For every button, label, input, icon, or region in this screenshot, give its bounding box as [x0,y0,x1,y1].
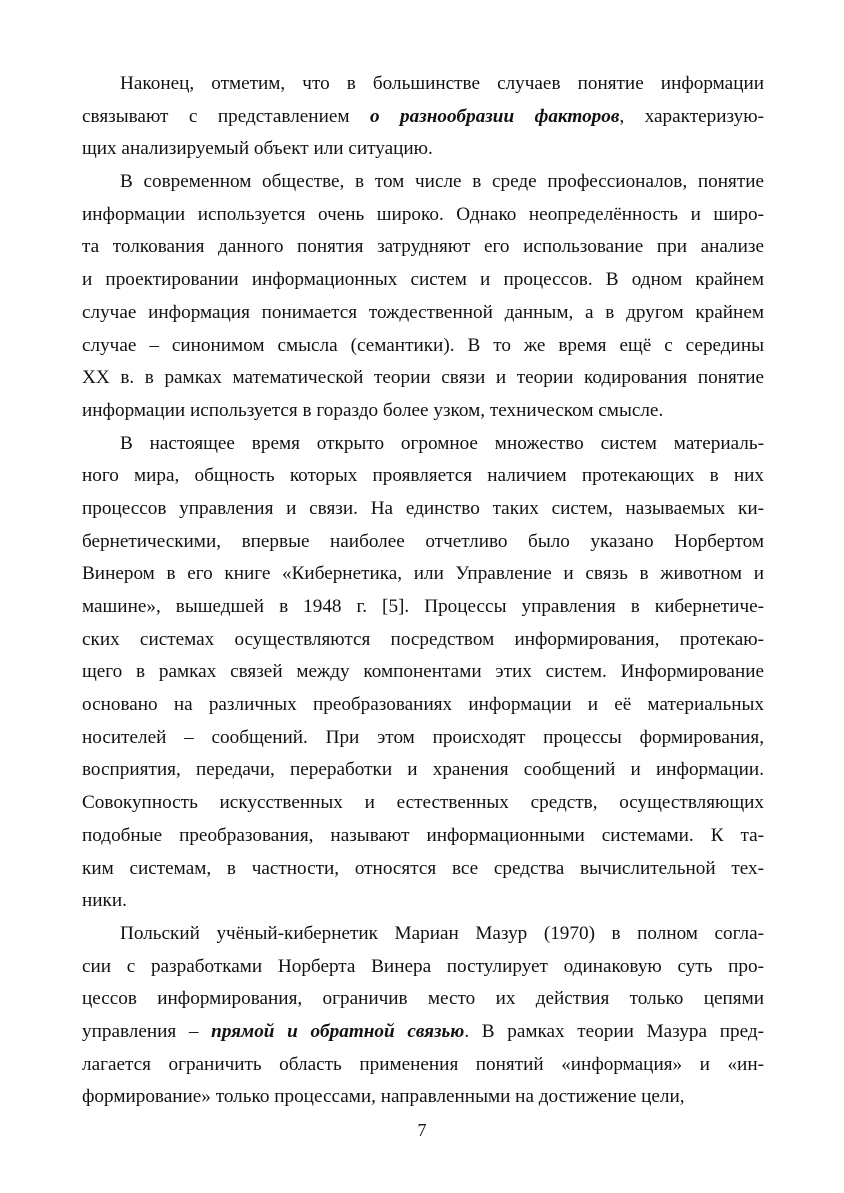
text-run: подобные преобразования, называют информационными системами. К та- [82,824,764,846]
text-run: Совокупность искусственных и естественных средств, осуществляющих [82,792,764,814]
text-run: сии с разработками Норберта Винера постулирует одинаковую суть про- [82,955,764,977]
text-line [82,460,764,493]
text-line [82,526,764,559]
text-line [82,918,764,951]
page-number: 7 [417,1120,427,1140]
text-run: щих анализируемый объект или ситуацию. [82,138,433,160]
text-line [82,722,764,755]
text-line [82,199,764,232]
paragraph [82,918,764,1114]
text-run: случае – синонимом смысла (семантики). В то же время ещё с середины [82,334,764,356]
text-run: XX в. в рамках математической теории связи и теории кодирования понятие [82,367,764,389]
text-run: Польский учёный-кибернетик Мариан Мазур (1970) в полном согла- [120,922,764,944]
paragraph [82,68,764,166]
text-run: ники. [82,890,127,912]
text-run: цессов информирования, ограничив место их действия только цепями [82,988,764,1010]
text-run: ного мира, общность которых проявляется наличием протекающих в них [82,465,764,487]
paragraph [82,428,764,918]
text-line [82,493,764,526]
emphasized-term: прямой и обратной связью [211,1020,465,1042]
text-line [82,264,764,297]
emphasized-term: о разнообразии факторов [369,105,620,127]
text-line [82,1081,764,1114]
text-line [82,297,764,330]
text-run: связывают с представлением [82,105,370,127]
text-run: В настоящее время открыто огромное множество систем материаль- [120,432,764,454]
text-line [82,787,764,820]
text-line [82,885,764,918]
text-line [82,820,764,853]
text-line [82,951,764,984]
text-run: ким системам, в частности, относятся все средства вычислительной тех- [82,857,764,879]
text-run: Наконец, отметим, что в большинстве случаев понятие информации [120,73,764,94]
text-run: восприятия, передачи, переработки и хранения сообщений и информации. [82,759,764,781]
text-run: управления – [82,1020,212,1042]
text-line [82,591,764,624]
text-line [82,362,764,395]
text-run: процессов управления и связи. На единство таких систем, называемых ки- [82,497,764,519]
document-page [82,68,764,1114]
text-run: информации используется очень широко. Однако неопределённость и широ- [82,203,764,225]
text-run: случае информация понимается тождественной данным, а в другом крайнем [82,301,764,323]
text-line [82,689,764,722]
text-line [82,853,764,886]
text-line [82,428,764,461]
text-line [82,166,764,199]
text-line [82,231,764,264]
text-line [82,133,764,166]
text-line [82,1049,764,1082]
text-run: носителей – сообщений. При этом происходят процессы формирования, [82,726,764,748]
text-run: та толкования данного понятия затрудняют его использование при анализе [82,236,764,258]
text-run: В современном обществе, в том числе в среде профессионалов, понятие [120,171,764,193]
text-run: машине», вышедшей в 1948 г. [5]. Процессы управления в кибернетиче- [82,596,764,617]
text-line [82,1016,764,1049]
text-run: . В рамках теории Мазура пред- [464,1020,764,1042]
text-line [82,68,764,101]
text-line [82,558,764,591]
text-run: лагается ограничить область применения понятий «информация» и «ин- [82,1053,764,1075]
text-line [82,395,764,428]
text-run: основано на различных преобразованиях информации и её материальных [82,694,764,716]
text-line [82,330,764,363]
paragraph [82,166,764,428]
text-run: формирование» только процессами, направленными на достижение цели, [82,1086,685,1108]
text-line [82,101,764,134]
text-run: , характеризую- [619,105,764,127]
text-run: ских системах осуществляются посредством информирования, протекаю- [82,628,764,650]
text-run: и проектировании информационных систем и процессов. В одном крайнем [82,269,764,291]
text-run: Винером в его книге «Кибернетика, или Управление и связь в животном и [82,563,764,585]
text-run: информации используется в гораздо более узком, техническом смысле. [82,399,664,421]
text-line [82,983,764,1016]
text-line [82,754,764,787]
text-line [82,656,764,689]
text-run: щего в рамках связей между компонентами этих систем. Информирование [82,661,764,683]
text-line [82,624,764,657]
text-run: бернетическими, впервые наиболее отчетливо было указано Норбертом [82,530,764,552]
